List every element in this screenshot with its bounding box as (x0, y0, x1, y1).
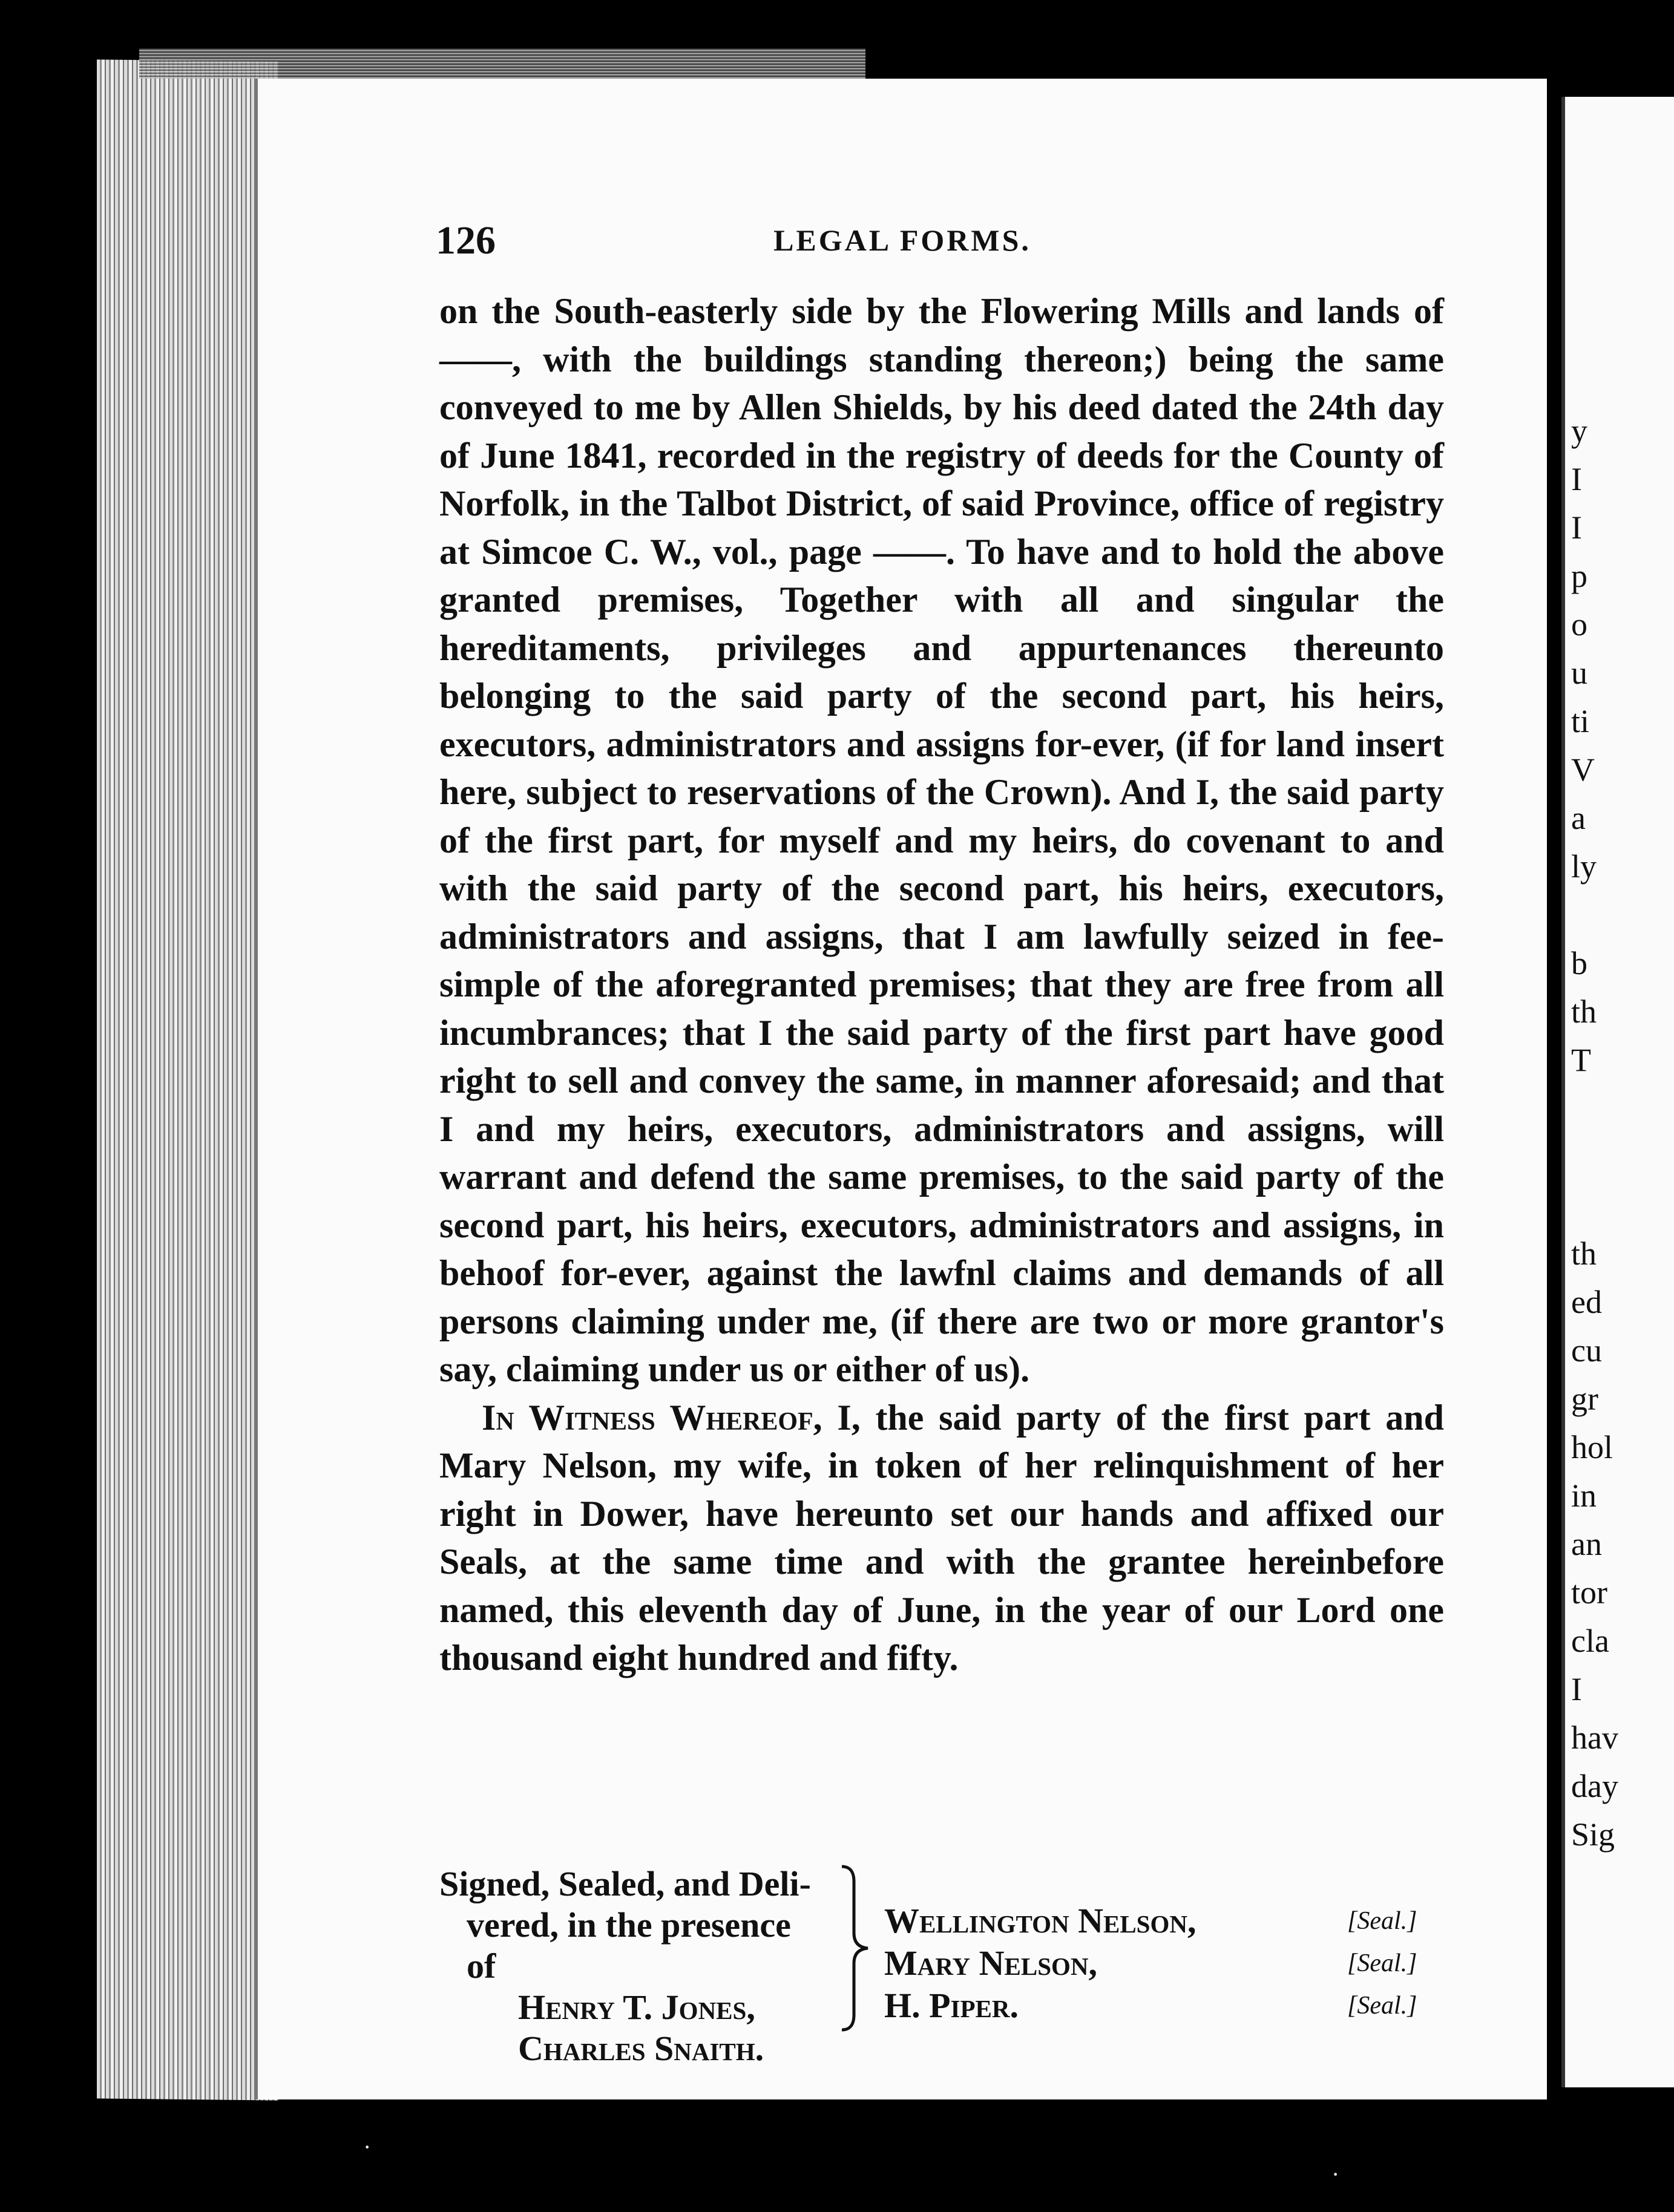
facing-page-fragment: T (1571, 1042, 1591, 1078)
facing-page-fragment: gr (1571, 1381, 1598, 1417)
facing-page-fragment: I (1571, 509, 1582, 546)
facing-page-fragment: ed (1571, 1284, 1602, 1320)
facing-page-fragment: b (1571, 945, 1587, 981)
witness-name: Henry T. Jones, (518, 1988, 755, 2027)
facing-page-fragment: V (1571, 751, 1595, 788)
facing-page-fragment: an (1571, 1526, 1602, 1562)
attestation-line: Signed, Sealed, and Deli- (439, 1864, 811, 1903)
facing-page-fragment: cu (1571, 1332, 1602, 1369)
page-heading: LEGAL FORMS. (773, 223, 1031, 257)
facing-page (1561, 97, 1674, 2087)
signatory-list (884, 1900, 1272, 2027)
facing-page-fragment: cla (1571, 1623, 1609, 1659)
facing-page-fragment: u (1571, 655, 1587, 691)
witness-paragraph (439, 1394, 1444, 1683)
scan-speck: · (363, 2133, 372, 2161)
facing-page-fragment: p (1571, 558, 1587, 594)
facing-page-fragment: I (1571, 461, 1582, 497)
facing-page-fragment: ti (1571, 703, 1590, 739)
attestation-clause (439, 1864, 815, 2069)
facing-page-fragment: day (1571, 1768, 1618, 1804)
running-head (258, 218, 1547, 266)
deed-paragraph: on the South-easterly side by the Flowering Mills and lands of ——, with the buildings standing thereon;) being the same conveyed to me by Allen Shields, by his deed dated the 24th day of June 1841, recorded in the registry of deeds for the County of Norfolk, in the Talbot District, of said Province, office of registry at Simcoe C. W., vol., page ——. To have and to hold the above granted premises, Together with all and singular the hereditaments, privileges and appurtenances thereunto belonging to the said party of the second part, his heirs, executors, administrators and assigns for-ever, (if for land insert here, subject to reservations of the Crown). And I, the said party of the first part, for myself and my heirs, do covenant to and with the said party of the second part, his heirs, executors, administrators and assigns, that I am lawfully seized in fee-simple of the aforegranted premises; that they are free from all incumbrances; that I the said party of the first part have good right to sell and convey the same, in manner aforesaid; and that I and my heirs, executors, administrators and assigns, will warrant and defend the same premises, to the said party of the second part, his heirs, executors, administrators and assigns, in behoof for-ever, against the lawfnl claims and demands of all persons claiming under me, (if there are two or more grantor's say, claiming under us or either of us). (439, 291, 1444, 1389)
facing-page-fragment: a (1571, 800, 1586, 836)
signature-block (439, 1864, 1456, 2068)
witness-paragraph-text: I, the said party of the first part and Mary Nelson, my wife, in token of her relinquishment of her right in Dower, have hereunto set our hands and affixed our Seals, at the same time and with the grantee hereinbefore named, this eleventh day of June, in the year of our Lord one thousand eight hundred and fifty. (439, 1397, 1444, 1678)
witness-lead: In Witness Whereof, (482, 1397, 822, 1438)
page-edges (97, 59, 278, 2100)
signatory-name: H. Piper. (884, 1986, 1019, 2025)
seal-mark: [Seal.] (1347, 1949, 1417, 1977)
witness-name: Charles Snaith. (518, 2029, 764, 2068)
facing-page-fragment: o (1571, 606, 1587, 643)
facing-page-fragment: tor (1571, 1574, 1607, 1611)
facing-page-fragment: ly (1571, 848, 1597, 885)
book-page (254, 79, 1547, 2099)
page-edges-top (139, 48, 865, 79)
page-number: 126 (436, 218, 496, 263)
seal-list (1347, 1900, 1444, 2027)
facing-page-fragment: th (1571, 1235, 1597, 1272)
seal-mark: [Seal.] (1347, 1907, 1417, 1935)
facing-page-fragment: I (1571, 1671, 1582, 1707)
seal-mark: [Seal.] (1347, 1992, 1417, 2020)
facing-page-fragment: in (1571, 1477, 1597, 1514)
facing-page-fragment: hol (1571, 1429, 1613, 1465)
curly-brace (839, 1864, 875, 2033)
attestation-line: vered, in the presence of (467, 1905, 791, 1986)
signatory-name: Mary Nelson, (884, 1943, 1098, 1983)
scan-speck: · (1331, 2161, 1340, 2188)
facing-page-fragment: y (1571, 413, 1587, 449)
signatory-name: Wellington Nelson, (884, 1901, 1196, 1940)
facing-page-fragment: Sig (1571, 1816, 1615, 1853)
facing-page-fragment: th (1571, 993, 1597, 1030)
page-body (439, 287, 1444, 1683)
facing-page-fragment: hav (1571, 1720, 1618, 1756)
